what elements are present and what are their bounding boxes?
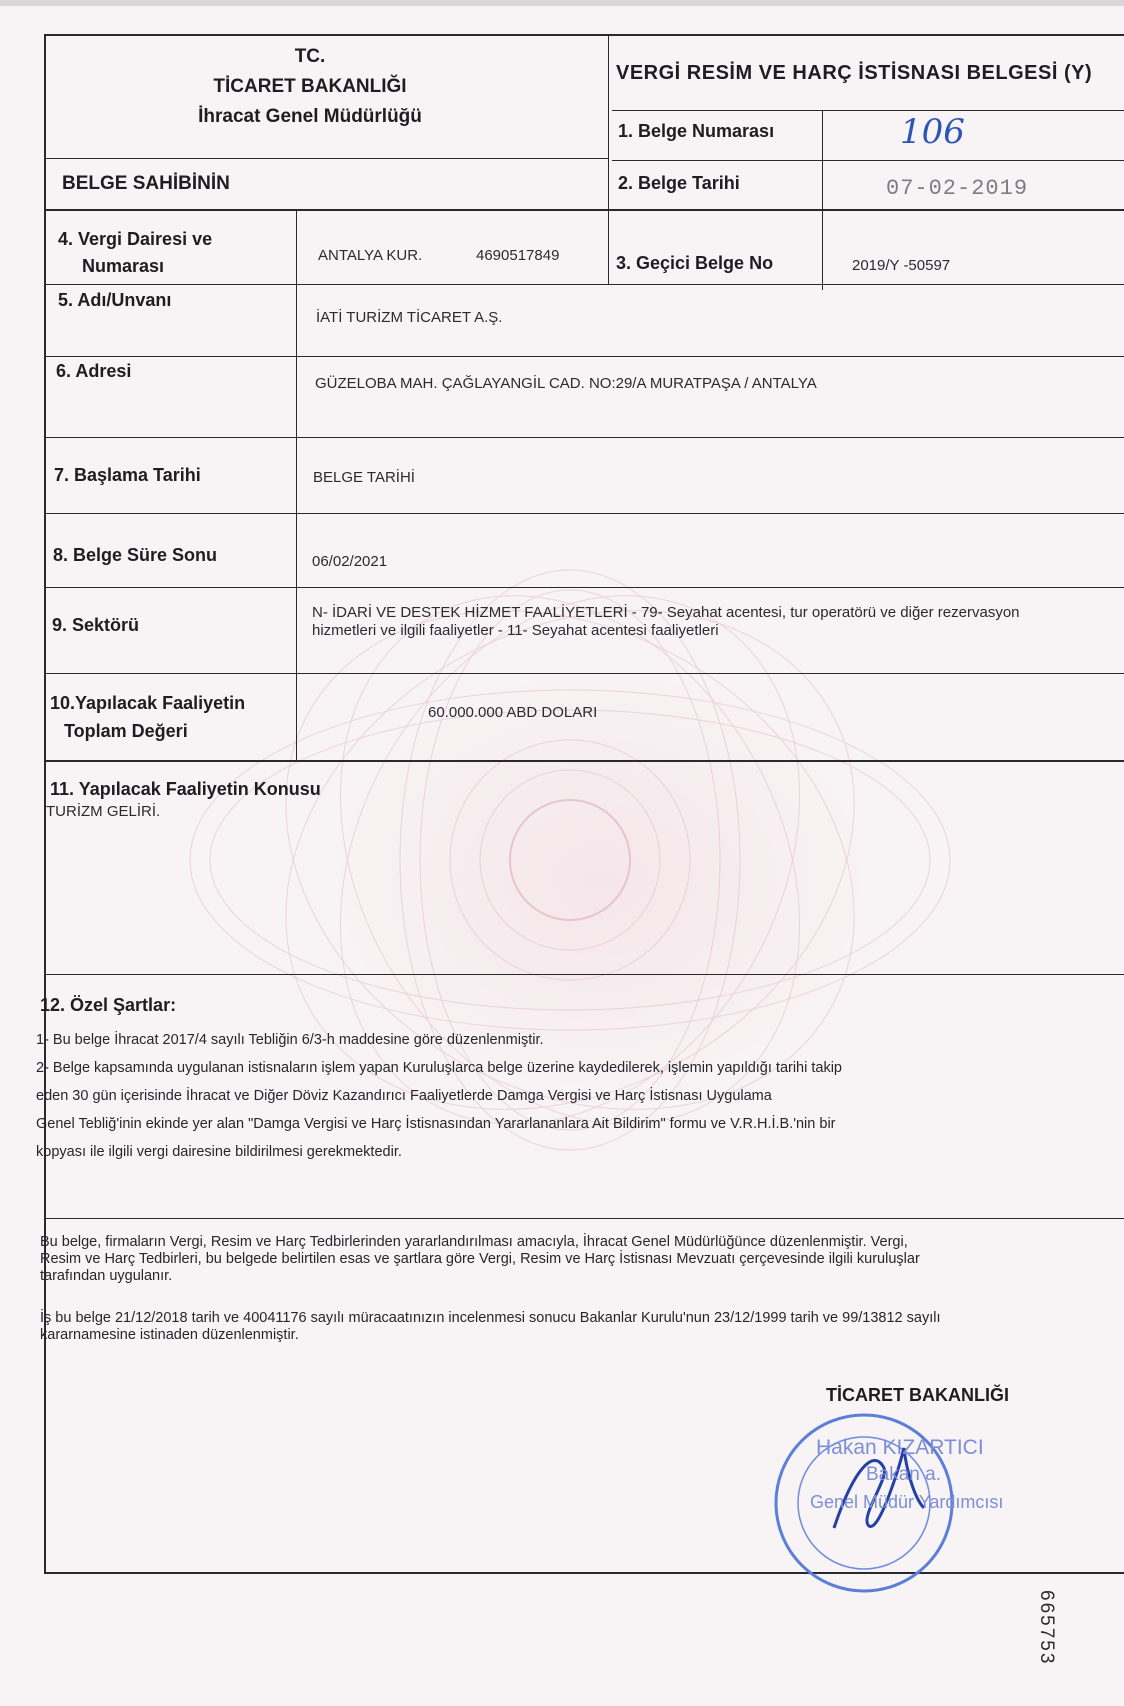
divider (44, 1218, 1124, 1219)
end-date-label: 8. Belge Süre Sonu (53, 545, 218, 565)
divider (44, 673, 1124, 674)
header-tc: TC. (294, 46, 326, 67)
footer-paragraph-1-line1: Bu belge, firmaların Vergi, Resim ve Harç Tedbirlerinden yararlandırılması amacıyla, İhracat Genel Müdürlüğünce düzenlenmiştir. Vergi, (40, 1234, 908, 1250)
address-value: GÜZELOBA MAH. ÇAĞLAYANGİL CAD. NO:29/A MURATPAŞA / ANTALYA (315, 375, 817, 392)
divider (296, 209, 297, 760)
divider (44, 209, 1124, 211)
divider (44, 356, 1124, 357)
doc-number-label: 1. Belge Numarası (618, 121, 775, 141)
signer-role-1: Bakan a. (866, 1464, 941, 1485)
footer-paragraph-2-line2: kararnamesine istinaden düzenlenmiştir. (40, 1327, 299, 1343)
footer-paragraph-2-line1: İş bu belge 21/12/2018 tarih ve 40041176 sayılı müracaatınızın incelenmesi sonucu Bakanlar Kurulu'nun 23/12/1999 tarih ve 99/13812 sayılı (40, 1310, 941, 1326)
divider (44, 158, 609, 159)
divider (44, 760, 1124, 762)
name-label: 5. Adı/Unvanı (58, 290, 172, 310)
subject-label: 11. Yapılacak Faaliyetin Konusu (50, 779, 321, 799)
divider (822, 110, 823, 290)
sector-value-line1: N- İDARİ VE DESTEK HİZMET FAALİYETLERİ - 79- Seyahat acentesi, tur operatörü ve diğer rezervasyon (312, 604, 1020, 621)
special-condition-2: 2- Belge kapsamında uygulanan istisnaların işlem yapan Kuruluşlarca belge üzerine kaydedilerek, işlemin yapıldığı tarihi takip (36, 1060, 842, 1076)
temp-doc-label: 3. Geçici Belge No (616, 253, 774, 273)
doc-date-label: 2. Belge Tarihi (618, 173, 740, 193)
tax-office-label-2: Numarası (82, 256, 165, 276)
doc-date-stamp: 07-02-2019 (886, 176, 1029, 201)
signer-name: Hakan KIZARTICI (816, 1436, 984, 1459)
tax-office-label-1: 4. Vergi Dairesi ve (58, 229, 213, 249)
special-conditions-label: 12. Özel Şartlar: (40, 995, 177, 1015)
document-title: VERGİ RESİM VE HARÇ İSTİSNASI BELGESİ (Y) (616, 62, 1093, 84)
footer-paragraph-1-line3: tarafından uygulanır. (40, 1268, 173, 1284)
divider (44, 284, 1124, 285)
sector-label: 9. Sektörü (52, 615, 140, 635)
scan-edge (0, 0, 1124, 6)
tax-office-value: ANTALYA KUR. (318, 247, 423, 264)
start-date-value: BELGE TARİHİ (313, 469, 415, 486)
special-condition-2-cont2: Genel Tebliğ'inin ekinde yer alan "Damga Vergisi ve Harç İstisnasından Yararlananlara Ait Bildirim" formu ve V.R.H.İ.B.'nin bir (36, 1116, 836, 1132)
divider (608, 34, 609, 210)
total-value-amount: 60.000.000 ABD DOLARI (428, 704, 598, 721)
address-label: 6. Adresi (56, 361, 132, 381)
divider (612, 110, 1124, 111)
special-condition-2-cont3: kopyası ile ilgili vergi dairesine bildirilmesi gerekmektedir. (36, 1144, 402, 1160)
header-directorate: İhracat Genel Müdürlüğü (198, 106, 422, 127)
doc-number-handwritten: 106 (900, 112, 965, 152)
special-condition-1: 1- Bu belge İhracat 2017/4 sayılı Tebliğin 6/3-h maddesine göre düzenlenmiştir. (36, 1032, 544, 1048)
divider (44, 437, 1124, 438)
signer-role-2: Genel Müdür Yardımcısı (810, 1492, 1004, 1512)
divider (44, 974, 1124, 975)
belge-sahibinin-heading: BELGE SAHİBİNİN (62, 173, 230, 194)
divider (44, 587, 1124, 588)
subject-value: TURİZM GELİRİ. (46, 803, 161, 820)
tax-number-value: 4690517849 (476, 247, 560, 264)
start-date-label: 7. Başlama Tarihi (54, 465, 201, 485)
temp-doc-value: 2019/Y -50597 (852, 257, 951, 274)
divider (44, 513, 1124, 514)
serial-number: 665753 (1036, 1590, 1057, 1666)
footer-paragraph-1-line2: Resim ve Harç Tedbirleri, bu belgede belirtilen esas ve şartlara göre Vergi, Resim ve Harç İstisnası Mevzuatı çerçevesinde ilgili kuruluşlar (40, 1251, 920, 1267)
divider (612, 160, 1124, 161)
total-value-label-1: 10.Yapılacak Faaliyetin (50, 693, 246, 713)
header-ministry: TİCARET BAKANLIĞI (213, 76, 407, 97)
signature-ministry: TİCARET BAKANLIĞI (826, 1385, 1009, 1405)
end-date-value: 06/02/2021 (312, 553, 388, 570)
divider (608, 209, 609, 285)
sector-value-line2: hizmetleri ve ilgili faaliyetler - 11- Seyahat acentesi faaliyetleri (312, 622, 719, 639)
total-value-label-2: Toplam Değeri (64, 721, 188, 741)
name-value: İATİ TURİZM TİCARET A.Ş. (316, 309, 503, 326)
special-condition-2-cont1: eden 30 gün içerisinde İhracat ve Diğer Döviz Kazandırıcı Faaliyetlerde Damga Vergisi ve Harç İstisnası Uygulama (36, 1088, 772, 1104)
